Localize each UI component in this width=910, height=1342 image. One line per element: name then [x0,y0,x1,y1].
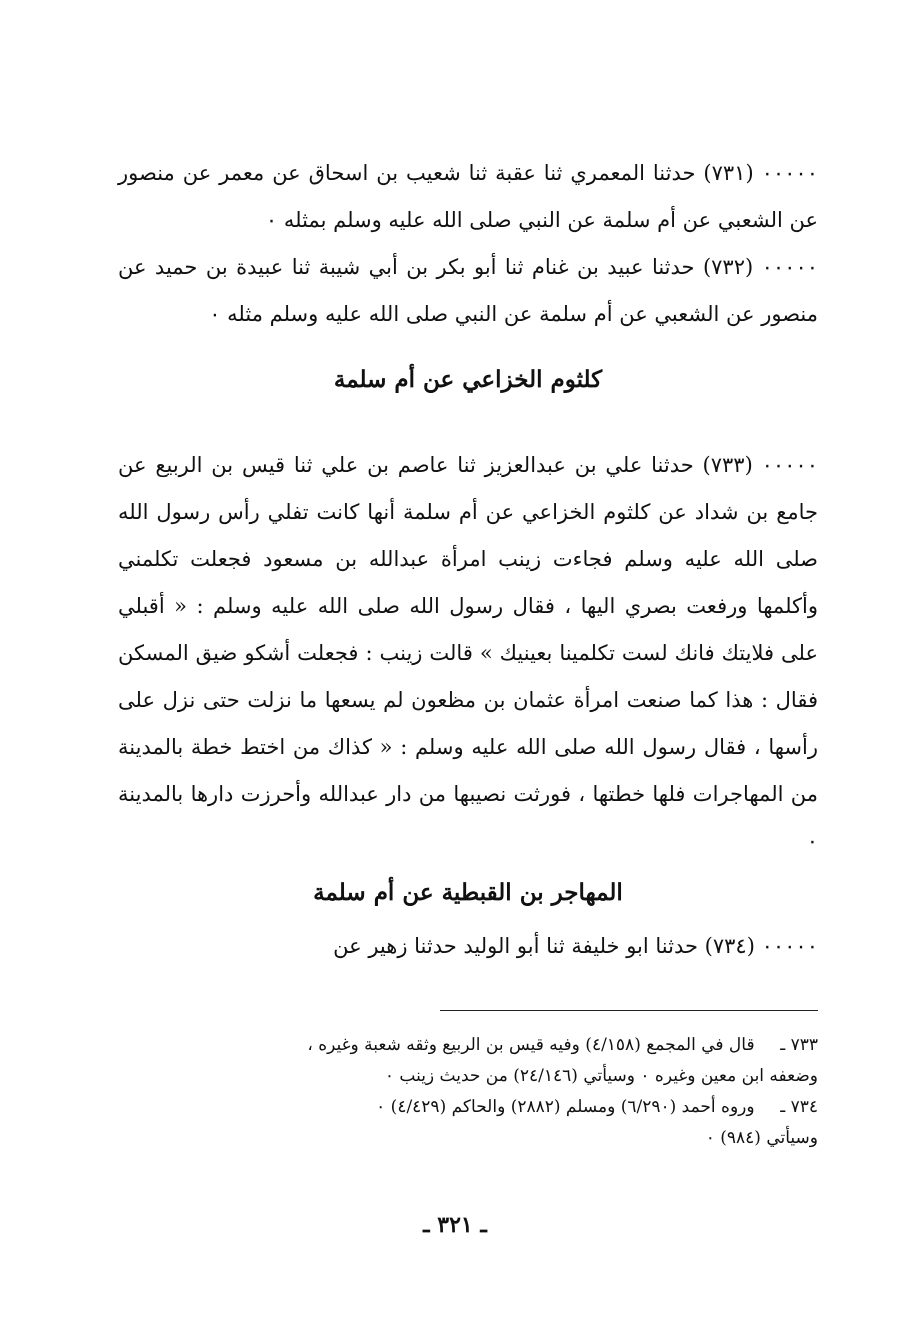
hadith-731: ٠٠٠٠٠ (٧٣١) حدثنا المعمري ثنا عقبة ثنا شعيب بن اسحاق عن معمر عن منصور عن الشعبي عن أم سلمة عن النبي صلى الله عليه وسلم بمثله ٠ [118,161,818,232]
footnote-text: وروه أحمد (٦/٢٩٠) ومسلم (٢٨٨٢) والحاكم (٤/٤٢٩) ٠ [376,1097,755,1117]
page-number: ـ ٣٢١ ـ [423,1212,487,1238]
hadith-734: ٠٠٠٠٠ (٧٣٤) حدثنا ابو خليفة ثنا أبو الوليد حدثنا زهير عن [333,934,818,958]
footnotes [118,1030,818,1154]
footnote-number: ٧٣٤ ـ [780,1097,818,1117]
section-heading-muhajir: المهاجر بن القبطية عن أم سلمة [313,879,623,906]
footnote-734 [118,1092,818,1123]
hadith-732: ٠٠٠٠٠ (٧٣٢) حدثنا عبيد بن غنام ثنا أبو بكر بن أبي شيبة ثنا عبيدة بن حميد عن منصور عن الشعبي عن أم سلمة عن النبي صلى الله عليه وسلم مثله ٠ [118,255,819,326]
section-heading-kulthum: كلثوم الخزاعي عن أم سلمة [333,366,603,393]
footnote-divider [440,1010,818,1011]
footnote-734-cont: وسيأتي (٩٨٤) ٠ [705,1128,818,1148]
footnote-text: قال في المجمع (٤/١٥٨) وفيه قيس بن الربيع وثقه شعبة وغيره ، [307,1035,755,1055]
main-text [118,150,818,970]
hadith-733: ٠٠٠٠٠ (٧٣٣) حدثنا علي بن عبدالعزيز ثنا عاصم بن علي ثنا قيس بن الربيع عن جامع بن شداد عن كلثوم الخزاعي عن أم سلمة أنها كانت تفلي رأس رسول الله صلى الله عليه وسلم فجاءت زينب امرأة عبدالله بن مسعود فجعلت تكلمني وأكلمها ورفعت بصري اليها ، فقال رسول الله صلى الله عليه وسلم : « أقبلي على فلايتك فانك لست تكلمينا بعينيك » قالت زينب : فجعلت أشكو ضيق المسكن فقال : هذا كما صنعت امرأة عثمان بن مظعون لم يسعها ما نزلت حتى نزل على رأسها ، فقال رسول الله صلى الله عليه وسلم : « كذاك من اختط خطة بالمدينة من المهاجرات فلها خطتها ، فورثت نصيبها من دار عبدالله وأحرزت دارها بالمدينة ٠ [118,453,818,853]
footnote-733 [118,1030,818,1061]
footnote-733-cont: وضعفه ابن معين وغيره ٠ وسيأتي (٢٤/١٤٦) من حديث زينب ٠ [384,1066,818,1086]
footnote-number: ٧٣٣ ـ [780,1035,818,1055]
